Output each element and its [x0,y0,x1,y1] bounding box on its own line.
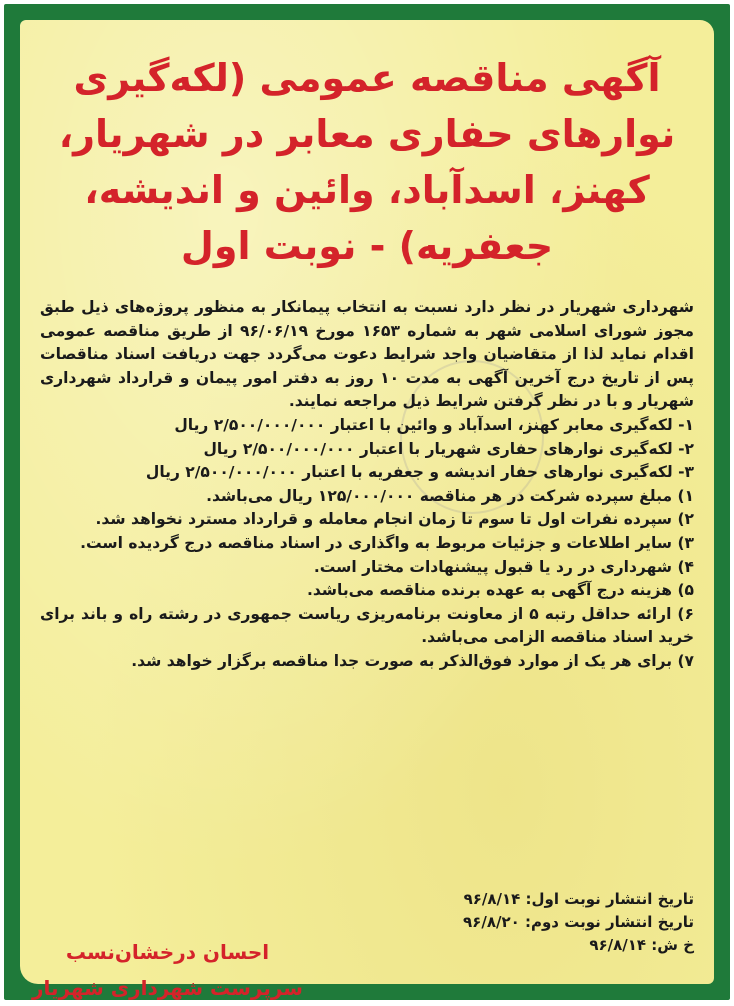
project-item-1: ۱- لکه‌گیری معابر کهنز، اسدآباد و وائین با اعتبار ۲/۵۰۰/۰۰۰/۰۰۰ ریال [174,415,694,434]
condition-item-3: ۳) سایر اطلاعات و جزئیات مربوط به واگذاری در اسناد مناقصه درج گردیده است. [80,533,694,552]
condition-item-4: ۴) شهرداری در رد یا قبول پیشنهادات مختار است. [313,557,694,576]
signature-block [32,934,303,1006]
notice-title: آگهی مناقصه عمومی (لکه‌گیری نوارهای حفاری معابر در شهریار، کهنز، اسدآباد، وائین و اندیشه، جعفریه) - نوبت اول [58,56,676,268]
green-frame [4,4,730,1000]
first-publication-date: تاریخ انتشار نوبت اول: ۹۶/۸/۱۴ [463,890,694,908]
signer-name: احسان درخشان‌نسب [65,940,270,964]
second-publication-date: تاریخ انتشار نوبت دوم: ۹۶/۸/۲۰ [463,913,694,931]
condition-item-2: ۲) سپرده نفرات اول تا سوم تا زمان انجام معامله و قرارداد مسترد نخواهد شد. [95,510,694,529]
condition-item-6: ۶) ارائه حداقل رتبه ۵ از معاونت برنامه‌ریزی ریاست جمهوری در رشته راه و باند برای خرید اسناد مناقصه الزامی می‌باشد. [40,604,694,647]
signer-title: سرپرست شهرداری شهریار [32,976,303,1000]
condition-item-1: ۱) مبلغ سپرده شرکت در هر مناقصه ۱۲۵/۰۰۰/۰۰۰ ریال می‌باشد. [206,486,694,505]
publication-dates [463,888,694,957]
condition-item-5: ۵) هزینه درج آگهی به عهده برنده مناقصه می‌باشد. [306,581,694,600]
intro-paragraph: شهرداری شهریار در نظر دارد نسبت به انتخاب پیمانکار به منظور پروژه‌های ذیل طبق مجوز شورای اسلامی شهر به شماره ۱۶۵۳ مورخ ۹۶/۰۶/۱۹ از طریق مناقصه عمومی اقدام نماید لذا از متقاضیان واجد شرایط دعوت می‌گردد جهت دریافت اسناد مناقصات پس از تاریخ درج آخرین آگهی به مدت ۱۰ روز به دفتر امور پیمان و قرارداد شهرداری شهریار و با در نظر گرفتن شرایط ذیل مراجعه نمایند. [40,298,695,411]
project-item-2: ۲- لکه‌گیری نوارهای حفاری شهریار با اعتبار ۲/۵۰۰/۰۰۰/۰۰۰ ریال [203,439,694,458]
notice-body [40,296,694,674]
project-item-3: ۳- لکه‌گیری نوارهای حفار اندیشه و جعفریه با اعتبار ۲/۵۰۰/۰۰۰/۰۰۰ ریال [145,463,694,482]
condition-item-7: ۷) برای هر یک از موارد فوق‌الذکر به صورت جدا مناقصه برگزار خواهد شد. [131,651,694,670]
kh-sh-date: خ ش: ۹۶/۸/۱۴ [589,936,694,954]
notice-paper [20,20,714,1000]
